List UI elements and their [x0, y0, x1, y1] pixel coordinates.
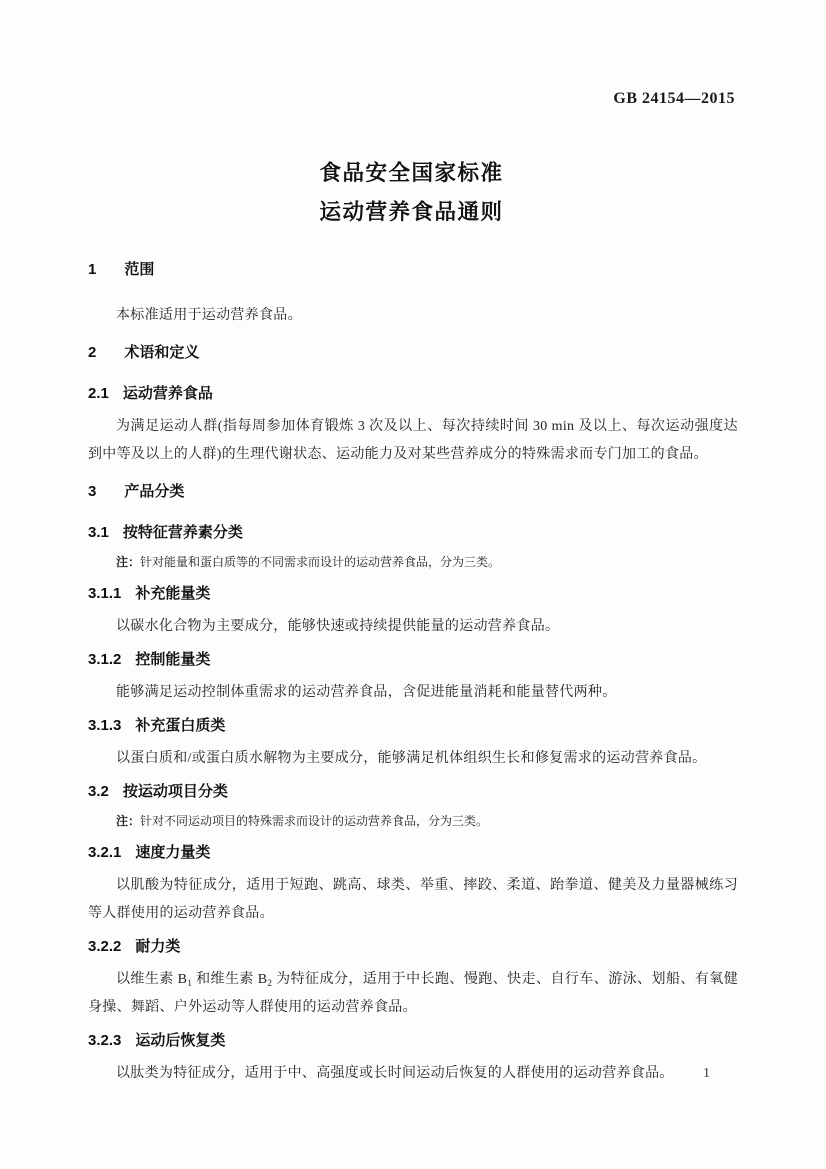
section-heading-2.1 — [88, 385, 738, 403]
note-label: 注： — [116, 814, 141, 828]
section-heading-3.1.3 — [88, 717, 738, 735]
note-text: 针对能量和蛋白质等的不同需求而设计的运动营养食品，分为三类。 — [140, 555, 501, 569]
section-number: 3.2 — [88, 783, 109, 800]
section-heading-3.1.2 — [88, 651, 738, 669]
section-number: 3.1.1 — [88, 585, 122, 602]
section-title: 补充蛋白质类 — [135, 717, 226, 734]
section-heading-3.2.1 — [88, 844, 738, 862]
section-number: 3 — [88, 483, 97, 500]
section-title: 运动营养食品 — [122, 385, 213, 402]
section-number: 3.2.3 — [88, 1032, 122, 1049]
section-number: 3.1 — [88, 524, 109, 541]
section-title: 耐力类 — [135, 938, 181, 955]
section-heading-3.2 — [88, 783, 738, 801]
standard-number: GB 24154—2015 — [613, 90, 735, 107]
subscript: 2 — [267, 978, 273, 988]
paragraph: 以维生素 $B_1$ 和维生素 $B_2$ 为特征成分，适用于中长跑、慢跑、快走、自行车、游泳、划船、有氧健身操、舞蹈、户外运动等人群使用的运动营养食品。 — [88, 972, 738, 1015]
paragraph: 为满足运动人群(指每周参加体育锻炼 3 次及以上、每次持续时间 30 min 及以上、每次运动强度达到中等及以上的人群)的生理代谢状态、运动能力及对某些营养成分的特殊需求而专门加工的食品。 — [88, 419, 738, 462]
section-heading-3.2.3 — [88, 1032, 738, 1050]
paragraph: 以肌酸为特征成分，适用于短跑、跳高、球类、举重、摔跤、柔道、跆拳道、健美及力量器械练习等人群使用的运动营养食品。 — [88, 878, 738, 921]
section-number: 2 — [88, 344, 97, 361]
section-heading-3.1 — [88, 524, 738, 542]
section-title: 按特征营养素分类 — [122, 524, 243, 541]
section-number: 3.2.1 — [88, 844, 122, 861]
section-number: 2.1 — [88, 385, 109, 402]
section-title: 术语和定义 — [124, 344, 200, 361]
paragraph: 以肽类为特征成分，适用于中、高强度或长时间运动后恢复的人群使用的运动营养食品。 — [116, 1066, 674, 1081]
page-number: 1 — [703, 1066, 710, 1081]
section-title: 运动后恢复类 — [135, 1032, 226, 1049]
note — [88, 554, 738, 570]
section-title: 控制能量类 — [135, 651, 211, 668]
note-label: 注： — [116, 555, 141, 569]
section-number: 3.2.2 — [88, 938, 122, 955]
section-heading-3.2.2 — [88, 938, 738, 956]
section-heading-3.1.1 — [88, 585, 738, 603]
paragraph: 以蛋白质和/或蛋白质水解物为主要成分，能够满足机体组织生长和修复需求的运动营养食品。 — [116, 751, 707, 766]
section-heading-1 — [88, 261, 738, 279]
section-number: 3.1.3 — [88, 717, 122, 734]
paragraph: 本标准适用于运动营养食品。 — [116, 308, 302, 323]
paragraph: 以碳水化合物为主要成分，能够快速或持续提供能量的运动营养食品。 — [116, 619, 560, 634]
note — [88, 813, 738, 829]
section-title: 产品分类 — [124, 483, 185, 500]
section-heading-3 — [88, 483, 738, 501]
section-title: 补充能量类 — [135, 585, 211, 602]
section-heading-2 — [88, 344, 738, 362]
document-body — [88, 261, 738, 1088]
note-text: 针对不同运动项目的特殊需求而设计的运动营养食品，分为三类。 — [140, 814, 489, 828]
section-number: 3.1.2 — [88, 651, 122, 668]
section-title: 按运动项目分类 — [122, 783, 228, 800]
doc-title-line2: 运动营养食品通则 — [319, 200, 504, 224]
subscript: 1 — [187, 978, 193, 988]
section-title: 范围 — [124, 261, 155, 278]
section-number: 1 — [88, 261, 97, 278]
section-title: 速度力量类 — [135, 844, 211, 861]
doc-title-line1: 食品安全国家标准 — [319, 161, 504, 185]
paragraph: 能够满足运动控制体重需求的运动营养食品，含促进能量消耗和能量替代两种。 — [116, 685, 617, 700]
